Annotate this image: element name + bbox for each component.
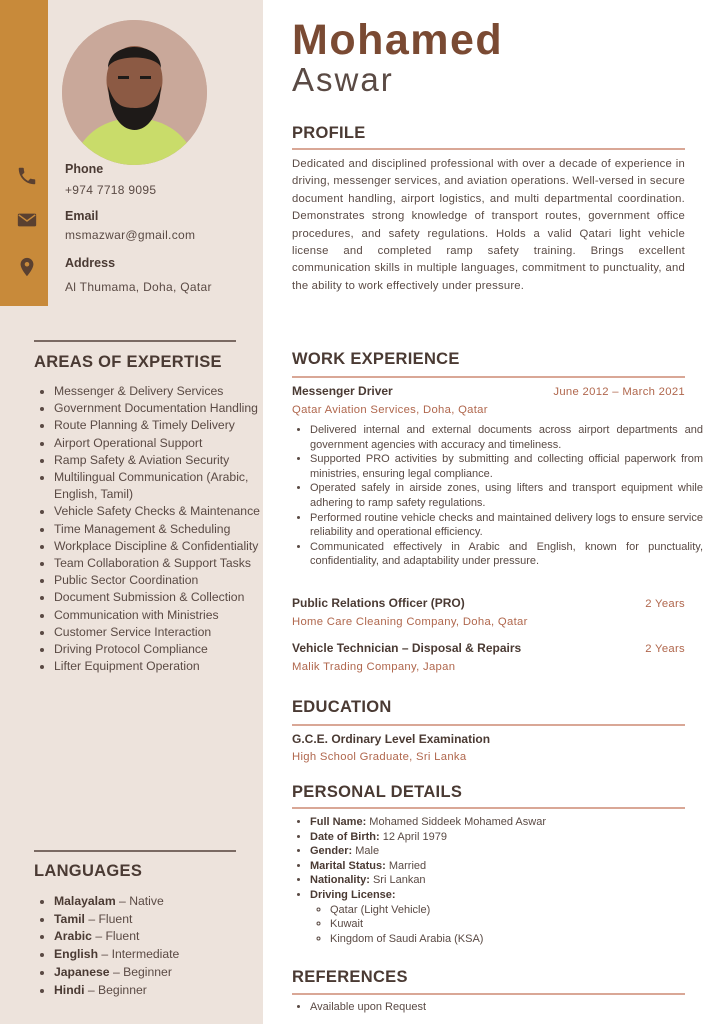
language-level: – Intermediate <box>98 947 180 962</box>
list-item: • Public Sector Coordination <box>54 572 276 589</box>
profile-text: Dedicated and disciplined professional with over a decade of experience in driving, messenger services, and aviation operations. Well-versed in secure document handling, airport logistics, and multi departmental coordination. Demonstrates strong knowledge of transport routes, government office procedures, and safety regulations. Holds a valid Qatari light vehicle license and completed ramp safety training. Brings excellent communication skills in multiple languages, commitment to punctuality, and the ability to work effectively under pressure. <box>292 158 685 292</box>
education-school: High School Graduate, Sri Lanka <box>292 751 467 763</box>
expertise-divider <box>34 340 236 342</box>
license-list <box>310 903 703 947</box>
address-label: Address <box>65 256 116 270</box>
detail-value: Sri Lankan <box>369 874 426 887</box>
mail-icon <box>16 209 38 231</box>
languages-divider <box>34 850 236 852</box>
detail-label: Gender: <box>310 845 353 858</box>
job-title: Public Relations Officer (PRO) <box>292 596 465 610</box>
list-item <box>310 844 703 859</box>
language-name: Hindi <box>54 982 85 997</box>
detail-label: Driving License: <box>310 888 396 901</box>
languages-list <box>34 893 276 999</box>
list-item: • Operated safely in airside zones, using lifters and transport equipment while adhering to ramp safety regulations. <box>310 481 703 510</box>
list-item: • Available upon Request <box>310 1000 703 1015</box>
detail-value: Mohamed Siddeek Mohamed Aswar <box>366 816 546 828</box>
references-list <box>292 1000 703 1015</box>
language-level: – Beginner <box>84 982 147 997</box>
detail-label: Nationality: <box>310 874 370 887</box>
education-rule <box>292 724 685 726</box>
list-item: • Communication with Ministries <box>54 607 276 624</box>
references-rule <box>292 993 685 995</box>
list-item: • Route Planning & Timely Delivery <box>54 417 276 434</box>
phone-value: +974 7718 9095 <box>65 183 157 197</box>
list-item <box>310 830 703 845</box>
list-item <box>54 982 276 999</box>
language-name: Japanese <box>54 964 110 979</box>
job-bullets <box>292 423 703 569</box>
job-date: 2 Years <box>645 598 685 610</box>
references-heading: REFERENCES <box>292 968 408 986</box>
language-name: English <box>54 947 99 962</box>
list-item: • Performed routine vehicle checks and maintained delivery logs to ensure service reliability and operational efficiency. <box>310 511 703 540</box>
list-item <box>54 911 276 928</box>
list-item <box>310 873 703 888</box>
list-item: ◦ Kingdom of Saudi Arabia (KSA) <box>330 932 703 947</box>
profile-heading: PROFILE <box>292 124 366 142</box>
address-value: Al Thumama, Doha, Qatar <box>65 280 212 294</box>
experience-rule <box>292 376 685 378</box>
list-item <box>310 859 703 874</box>
education-title: G.C.E. Ordinary Level Examination <box>292 732 491 746</box>
list-item <box>54 893 276 910</box>
detail-value: Male <box>352 845 380 858</box>
phone-label: Phone <box>65 162 104 176</box>
job-title: Vehicle Technician – Disposal & Repairs <box>292 641 522 655</box>
job-company: Malik Trading Company, Japan <box>292 661 456 673</box>
list-item: • Airport Operational Support <box>54 435 276 452</box>
detail-label: Marital Status: <box>310 859 386 872</box>
list-item: • Time Management & Scheduling <box>54 521 276 538</box>
list-item <box>310 815 703 830</box>
list-item: • Supported PRO activities by submitting and collecting official paperwork from ministries, ensuring legal compliance. <box>310 452 703 481</box>
language-level: – Native <box>115 894 164 908</box>
detail-value: Married <box>385 859 427 872</box>
phone-icon <box>16 165 38 187</box>
list-item: • Vehicle Safety Checks & Maintenance <box>54 503 276 520</box>
expertise-heading: AREAS OF EXPERTISE <box>34 353 222 371</box>
language-level: – Beginner <box>109 964 172 979</box>
detail-value: 12 April 1979 <box>379 830 447 843</box>
language-level: – Fluent <box>84 911 133 926</box>
expertise-list <box>34 383 276 675</box>
list-item: • Government Documentation Handling <box>54 400 276 417</box>
location-pin-icon <box>16 256 38 278</box>
list-item <box>54 964 276 981</box>
list-item: ◦ Qatar (Light Vehicle) <box>330 903 703 918</box>
list-item: • Lifter Equipment Operation <box>54 658 276 675</box>
list-item: • Driving Protocol Compliance <box>54 641 276 658</box>
personal-details-list <box>292 815 703 946</box>
experience-heading: WORK EXPERIENCE <box>292 350 460 368</box>
language-name: Malayalam <box>54 894 116 908</box>
language-level: – Fluent <box>91 929 140 944</box>
email-value: msmazwar@gmail.com <box>65 228 196 242</box>
list-item: • Document Submission & Collection <box>54 589 276 606</box>
list-item: • Team Collaboration & Support Tasks <box>54 555 276 572</box>
job-company: Qatar Aviation Services, Doha, Qatar <box>292 404 488 416</box>
education-heading: EDUCATION <box>292 698 392 716</box>
list-item: • Customer Service Interaction <box>54 624 276 641</box>
list-item: • Multilingual Communication (Arabic, English, Tamil) <box>54 469 276 503</box>
list-item: • Ramp Safety & Aviation Security <box>54 452 276 469</box>
list-item <box>54 928 276 945</box>
detail-label: Date of Birth: <box>310 830 380 843</box>
profile-photo <box>62 20 207 165</box>
list-item: • Communicated effectively in Arabic and English, known for punctuality, confidentiality, and adaptability under pressure. <box>310 540 703 569</box>
list-item: • Delivered internal and external documents across airport departments and government agencies with accuracy and timeliness. <box>310 423 703 452</box>
last-name: Aswar <box>292 61 394 98</box>
language-name: Tamil <box>54 911 85 926</box>
job-title: Messenger Driver <box>292 384 393 398</box>
email-label: Email <box>65 209 99 223</box>
list-item: • Messenger & Delivery Services <box>54 383 276 400</box>
list-item: • Workplace Discipline & Confidentiality <box>54 538 276 555</box>
job-date: 2 Years <box>645 643 685 655</box>
list-item <box>54 946 276 963</box>
list-item <box>310 888 703 946</box>
list-item: ◦ Kuwait <box>330 917 703 932</box>
personal-heading: PERSONAL DETAILS <box>292 783 463 801</box>
language-name: Arabic <box>54 929 92 944</box>
languages-heading: LANGUAGES <box>34 862 143 880</box>
detail-label: Full Name: <box>310 816 367 828</box>
profile-rule <box>292 148 685 150</box>
personal-rule <box>292 807 685 809</box>
first-name: Mohamed <box>292 16 504 64</box>
job-date: June 2012 – March 2021 <box>553 386 685 398</box>
job-company: Home Care Cleaning Company, Doha, Qatar <box>292 616 528 628</box>
